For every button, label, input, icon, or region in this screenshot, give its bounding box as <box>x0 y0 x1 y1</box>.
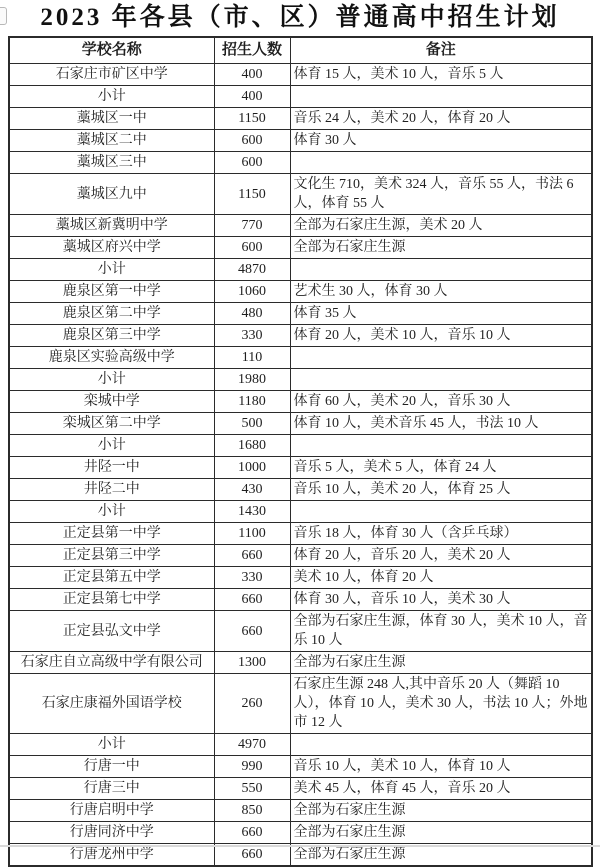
school-name-cell: 鹿泉区第一中学 <box>9 281 214 303</box>
school-row <box>9 174 592 215</box>
school-name-cell: 正定县第三中学 <box>9 545 214 567</box>
remark-cell: 音乐 5 人，美术 5 人，体育 24 人 <box>290 457 592 479</box>
enrollment-count-cell: 550 <box>214 778 290 800</box>
enrollment-count-cell: 1150 <box>214 108 290 130</box>
enrollment-count-cell: 480 <box>214 303 290 325</box>
school-name-cell: 藁城区三中 <box>9 152 214 174</box>
enrollment-count-cell: 400 <box>214 86 290 108</box>
enrollment-count-cell: 660 <box>214 822 290 844</box>
school-row <box>9 64 592 86</box>
subtotal-row <box>9 501 592 523</box>
enrollment-count-cell: 330 <box>214 567 290 589</box>
enrollment-count-cell: 110 <box>214 347 290 369</box>
remark-cell: 文化生 710，美术 324 人，音乐 55 人，书法 6 人，体育 55 人 <box>290 174 592 215</box>
enrollment-count-cell: 600 <box>214 152 290 174</box>
school-name-cell: 小计 <box>9 501 214 523</box>
remark-cell: 全部为石家庄生源，美术 20 人 <box>290 215 592 237</box>
school-row <box>9 674 592 734</box>
school-row <box>9 108 592 130</box>
enrollment-count-cell: 4970 <box>214 734 290 756</box>
remark-cell: 全部为石家庄生源 <box>290 652 592 674</box>
school-row <box>9 152 592 174</box>
header-enrollment-count: 招生人数 <box>214 37 290 64</box>
school-name-cell: 石家庄康福外国语学校 <box>9 674 214 734</box>
school-row <box>9 611 592 652</box>
school-row <box>9 391 592 413</box>
school-name-cell: 小计 <box>9 734 214 756</box>
school-row <box>9 281 592 303</box>
enrollment-count-cell: 330 <box>214 325 290 347</box>
remark-cell: 全部为石家庄生源 <box>290 822 592 844</box>
enrollment-count-cell: 660 <box>214 545 290 567</box>
school-row <box>9 778 592 800</box>
school-row <box>9 523 592 545</box>
school-name-cell: 石家庄市矿区中学 <box>9 64 214 86</box>
enrollment-count-cell: 660 <box>214 589 290 611</box>
school-row <box>9 545 592 567</box>
school-row <box>9 800 592 822</box>
school-name-cell: 正定县第五中学 <box>9 567 214 589</box>
enrollment-plan-table <box>8 36 593 867</box>
enrollment-count-cell: 1430 <box>214 501 290 523</box>
subtotal-row <box>9 369 592 391</box>
school-name-cell: 正定县弘文中学 <box>9 611 214 652</box>
remark-cell: 音乐 18 人，体育 30 人（含乒乓球） <box>290 523 592 545</box>
enrollment-count-cell: 500 <box>214 413 290 435</box>
page-title: 2023 年各县（市、区）普通高中招生计划 <box>40 4 560 31</box>
school-name-cell: 栾城区第二中学 <box>9 413 214 435</box>
school-name-cell: 行唐龙州中学 <box>9 844 214 867</box>
school-name-cell: 小计 <box>9 369 214 391</box>
school-name-cell: 藁城区九中 <box>9 174 214 215</box>
school-name-cell: 小计 <box>9 435 214 457</box>
remark-cell <box>290 152 592 174</box>
header-school-name: 学校名称 <box>9 37 214 64</box>
school-name-cell: 栾城中学 <box>9 391 214 413</box>
school-name-cell: 鹿泉区第二中学 <box>9 303 214 325</box>
enrollment-count-cell: 430 <box>214 479 290 501</box>
enrollment-count-cell: 260 <box>214 674 290 734</box>
table-header <box>9 37 592 64</box>
enrollment-count-cell: 1150 <box>214 174 290 215</box>
school-row <box>9 756 592 778</box>
school-name-cell: 藁城区一中 <box>9 108 214 130</box>
remark-cell: 体育 20 人，音乐 20 人，美术 20 人 <box>290 545 592 567</box>
remark-cell <box>290 734 592 756</box>
school-row <box>9 652 592 674</box>
remark-cell: 体育 15 人，美术 10 人，音乐 5 人 <box>290 64 592 86</box>
remark-cell: 体育 30 人 <box>290 130 592 152</box>
subtotal-row <box>9 435 592 457</box>
table-body <box>9 64 592 867</box>
school-row <box>9 325 592 347</box>
remark-cell <box>290 435 592 457</box>
school-name-cell: 小计 <box>9 259 214 281</box>
remark-cell: 全部为石家庄生源，体育 30 人，美术 10 人，音乐 10 人 <box>290 611 592 652</box>
remark-cell: 音乐 10 人，美术 10 人，体育 10 人 <box>290 756 592 778</box>
enrollment-count-cell: 1180 <box>214 391 290 413</box>
school-row <box>9 479 592 501</box>
school-row <box>9 215 592 237</box>
enrollment-count-cell: 1060 <box>214 281 290 303</box>
school-name-cell: 正定县第七中学 <box>9 589 214 611</box>
enrollment-count-cell: 660 <box>214 611 290 652</box>
school-row <box>9 347 592 369</box>
school-name-cell: 鹿泉区第三中学 <box>9 325 214 347</box>
school-row <box>9 589 592 611</box>
school-name-cell: 行唐三中 <box>9 778 214 800</box>
remark-cell: 体育 35 人 <box>290 303 592 325</box>
remark-cell: 全部为石家庄生源 <box>290 844 592 867</box>
remark-cell: 体育 30 人，音乐 10 人，美术 30 人 <box>290 589 592 611</box>
remark-cell: 音乐 24 人，美术 20 人，体育 20 人 <box>290 108 592 130</box>
enrollment-count-cell: 4870 <box>214 259 290 281</box>
enrollment-count-cell: 660 <box>214 844 290 867</box>
school-name-cell: 行唐启明中学 <box>9 800 214 822</box>
subtotal-row <box>9 259 592 281</box>
remark-cell: 美术 45 人，体育 45 人，音乐 20 人 <box>290 778 592 800</box>
school-row <box>9 130 592 152</box>
remark-cell: 美术 10 人，体育 20 人 <box>290 567 592 589</box>
remark-cell: 体育 10 人，美术音乐 45 人，书法 10 人 <box>290 413 592 435</box>
remark-cell: 音乐 10 人，美术 20 人，体育 25 人 <box>290 479 592 501</box>
header-row <box>9 37 592 64</box>
school-row <box>9 237 592 259</box>
remark-cell: 艺术生 30 人，体育 30 人 <box>290 281 592 303</box>
remark-cell <box>290 347 592 369</box>
remark-cell: 体育 20 人，美术 10 人，音乐 10 人 <box>290 325 592 347</box>
school-row <box>9 822 592 844</box>
school-row <box>9 567 592 589</box>
page-bottom-edge <box>0 845 600 847</box>
remark-cell <box>290 501 592 523</box>
school-row <box>9 413 592 435</box>
school-row <box>9 457 592 479</box>
enrollment-count-cell: 400 <box>214 64 290 86</box>
subtotal-row <box>9 86 592 108</box>
school-name-cell: 正定县第一中学 <box>9 523 214 545</box>
school-name-cell: 藁城区新冀明中学 <box>9 215 214 237</box>
school-name-cell: 井陉一中 <box>9 457 214 479</box>
remark-cell <box>290 369 592 391</box>
collapsed-side-handle[interactable] <box>0 7 7 25</box>
school-name-cell: 藁城区府兴中学 <box>9 237 214 259</box>
school-name-cell: 行唐同济中学 <box>9 822 214 844</box>
school-name-cell: 鹿泉区实验高级中学 <box>9 347 214 369</box>
enrollment-count-cell: 600 <box>214 237 290 259</box>
school-name-cell: 小计 <box>9 86 214 108</box>
enrollment-count-cell: 600 <box>214 130 290 152</box>
remark-cell: 石家庄生源 248 人,其中音乐 20 人（舞蹈 10 人），体育 10 人，美术 30 人，书法 10 人；外地市 12 人 <box>290 674 592 734</box>
enrollment-count-cell: 1300 <box>214 652 290 674</box>
school-name-cell: 井陉二中 <box>9 479 214 501</box>
enrollment-count-cell: 990 <box>214 756 290 778</box>
remark-cell <box>290 259 592 281</box>
school-name-cell: 石家庄自立高级中学有限公司 <box>9 652 214 674</box>
school-row <box>9 303 592 325</box>
enrollment-count-cell: 1000 <box>214 457 290 479</box>
enrollment-count-cell: 1100 <box>214 523 290 545</box>
school-name-cell: 藁城区二中 <box>9 130 214 152</box>
school-name-cell: 行唐一中 <box>9 756 214 778</box>
enrollment-count-cell: 1980 <box>214 369 290 391</box>
remark-cell <box>290 86 592 108</box>
header-remark: 备注 <box>290 37 592 64</box>
subtotal-row <box>9 734 592 756</box>
remark-cell: 全部为石家庄生源 <box>290 237 592 259</box>
enrollment-count-cell: 850 <box>214 800 290 822</box>
remark-cell: 全部为石家庄生源 <box>290 800 592 822</box>
enrollment-count-cell: 770 <box>214 215 290 237</box>
enrollment-count-cell: 1680 <box>214 435 290 457</box>
remark-cell: 体育 60 人，美术 20 人，音乐 30 人 <box>290 391 592 413</box>
